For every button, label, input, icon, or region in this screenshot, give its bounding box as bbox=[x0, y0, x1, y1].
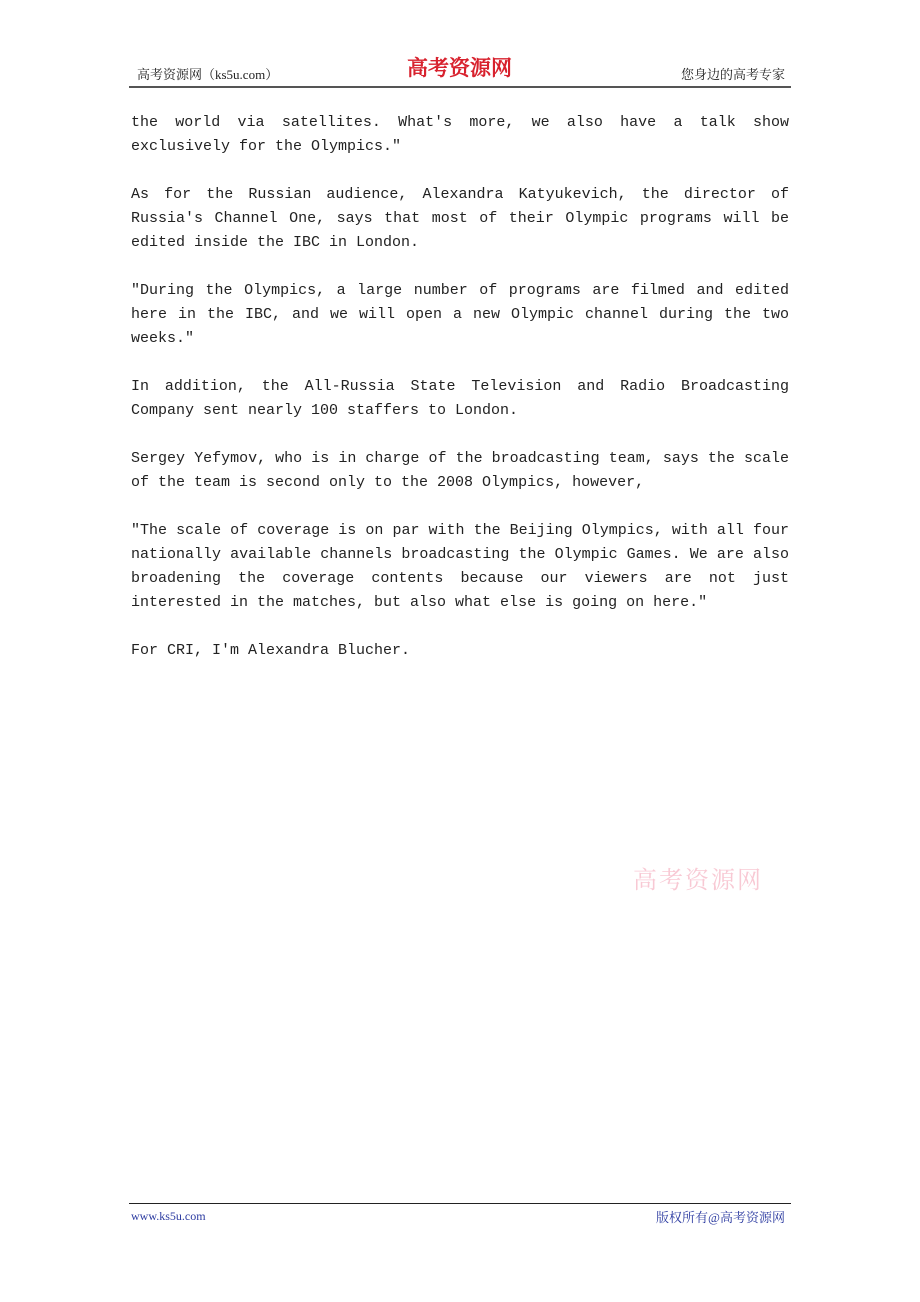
footer-website-link[interactable]: www.ks5u.com bbox=[131, 1209, 206, 1223]
paragraph: "During the Olympics, a large number of programs are filmed and edited here in the IBC, and we will open a new Olympic channel during the two weeks." bbox=[131, 282, 789, 347]
header-site-name: 高考资源网（ks5u.com） bbox=[137, 67, 279, 82]
page-header bbox=[129, 52, 791, 88]
paragraph: Sergey Yefymov, who is in charge of the broadcasting team, says the scale of the team is second only to the 2008 Olympics, however, bbox=[131, 450, 789, 491]
paragraph: "The scale of coverage is on par with the Beijing Olympics, with all four nationally available channels broadcasting the Olympic Games. We are also broadening the coverage contents because our viewers are not just interested in the matches, but also what else is going on here." bbox=[131, 522, 789, 611]
paragraph: As for the Russian audience, Alexandra Katyukevich, the director of Russia's Channel One, says that most of their Olympic programs will be edited inside the IBC in London. bbox=[131, 186, 789, 251]
paragraph: In addition, the All-Russia State Television and Radio Broadcasting Company sent nearly 100 staffers to London. bbox=[131, 378, 789, 419]
watermark-logo: 高考资源网 bbox=[633, 866, 763, 894]
article-body bbox=[131, 111, 789, 687]
paragraph: the world via satellites. What's more, we also have a talk show exclusively for the Olympics." bbox=[131, 114, 789, 155]
page-footer bbox=[129, 1203, 791, 1228]
header-slogan: 您身边的高考专家 bbox=[680, 67, 785, 82]
paragraph: For CRI, I'm Alexandra Blucher. bbox=[131, 642, 411, 659]
header-logo: 高考资源网 bbox=[407, 55, 512, 80]
footer-copyright: 版权所有@高考资源网 bbox=[656, 1210, 785, 1225]
